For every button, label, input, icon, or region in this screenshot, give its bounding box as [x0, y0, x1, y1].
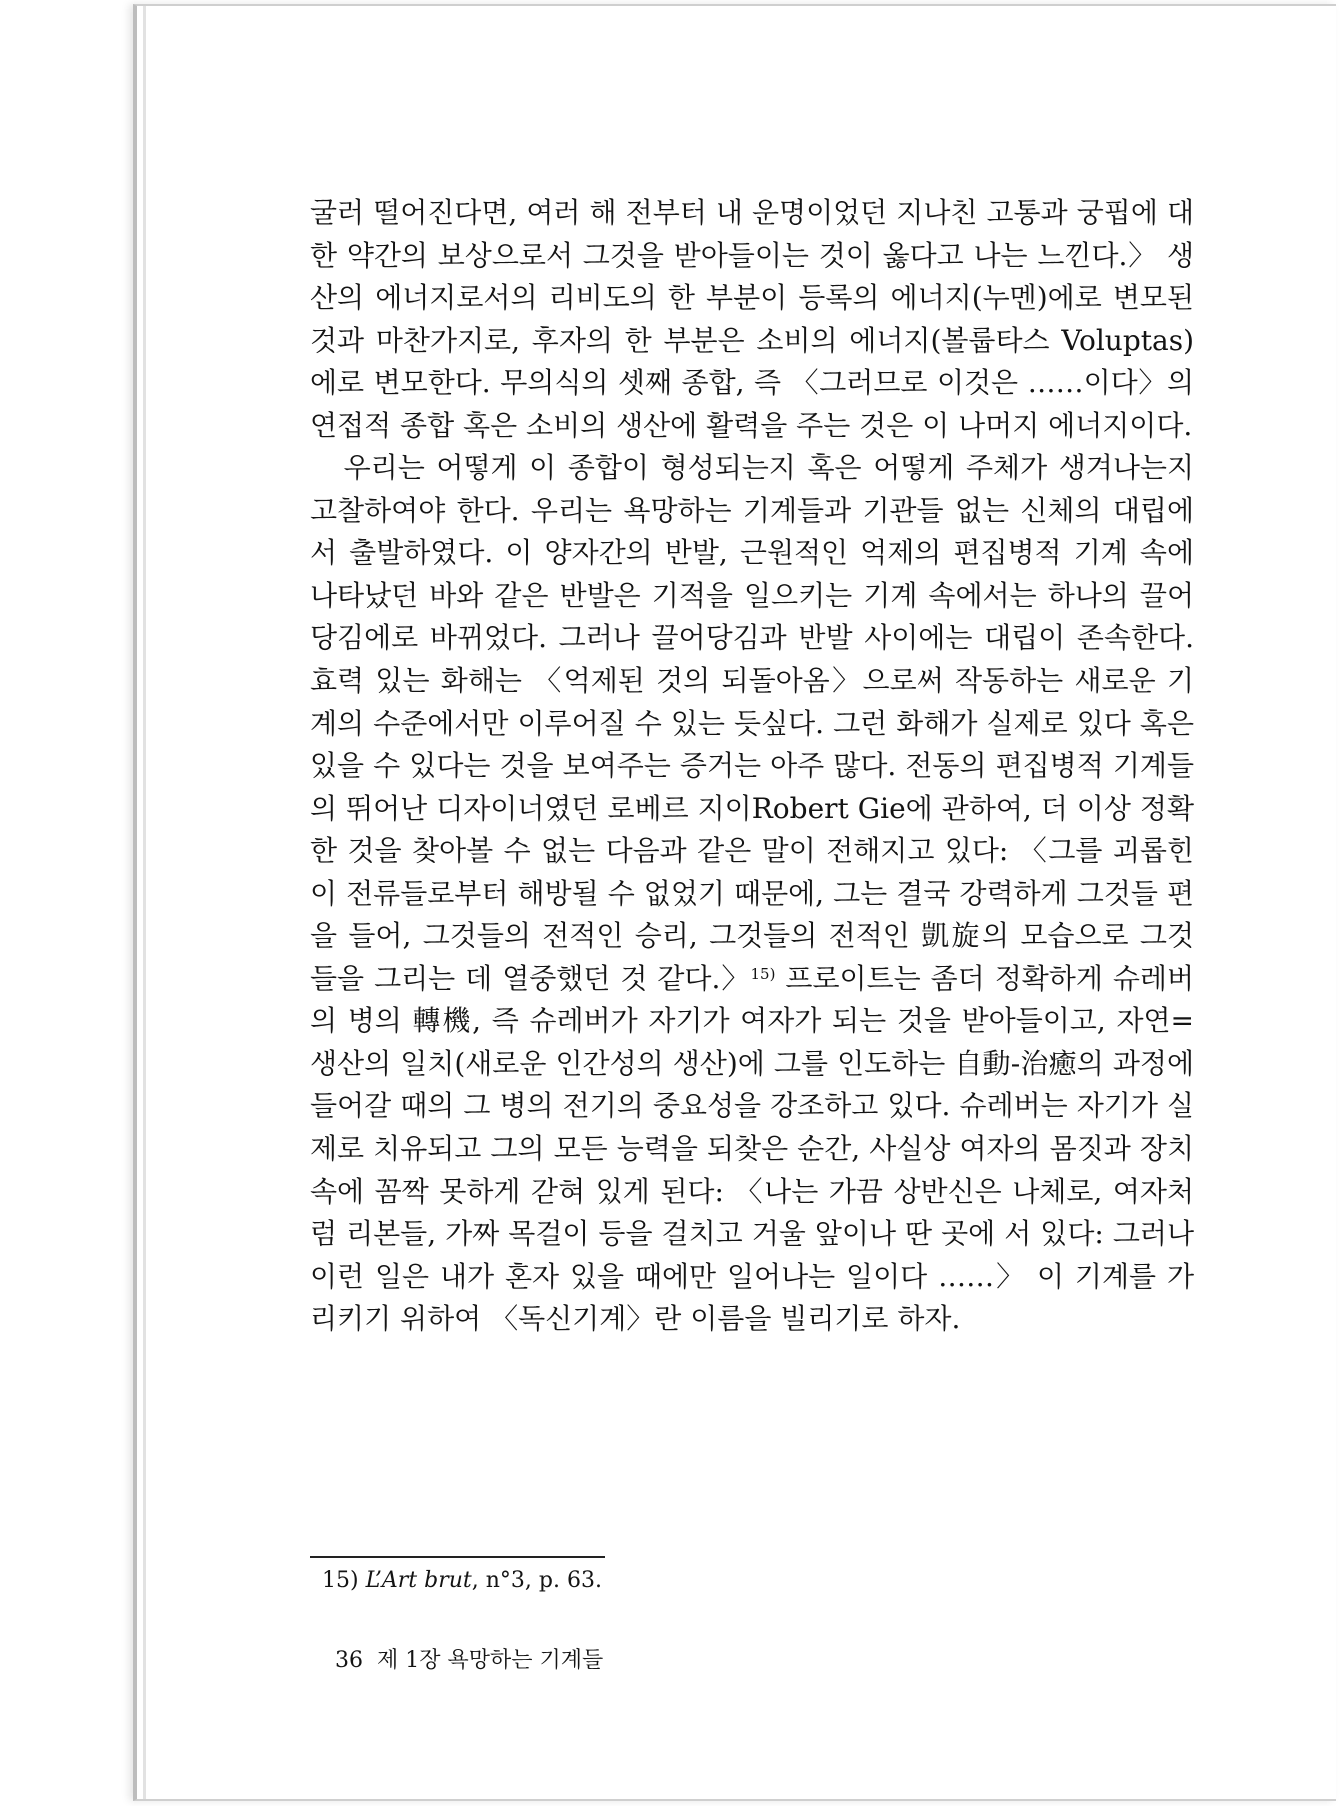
- body-text: [310, 192, 1194, 1341]
- paragraph-text: 프로이트는 좀더 정확하게 슈레버의 병의 轉機, 즉 슈레버가 자기가 여자가 되는 것을 받아들이고, 자연=생산의 일치(새로운 인간성의 생산)에 그를 인도하는 自動-治癒의 과정에 들어갈 때의 그 병의 전기의 중요성을 강조하고 있다. 슈레버는 자기가 실제로 치유되고 그의 모든 능력을 되찾은 순간, 사실상 여자의 몸짓과 장치 속에 꼼짝 못하게 갇혀 있게 된다: 〈나는 가끔 상반신은 나체로, 여자처럼 리본들, 가짜 목걸이 등을 걸치고 거울 앞이나 딴 곳에 서 있다: 그러나 이런 일은 내가 혼자 있을 때에만 일어나는 일이다 ……〉 이 기계를 가리키기 위하여 〈독신기계〉란 이름을 빌리기로 하자.: [310, 961, 1194, 1336]
- footnote-citation: , n°3, p. 63.: [471, 1568, 602, 1593]
- footnote: [322, 1568, 602, 1593]
- page-footer: [335, 1643, 603, 1674]
- footnote-title: L’Art brut: [365, 1568, 472, 1593]
- paragraph: [310, 447, 1194, 1340]
- paragraph-text: 우리는 어떻게 이 종합이 형성되는지 혹은 어떻게 주체가 생겨나는지 고찰하여야 한다. 우리는 욕망하는 기계들과 기관들 없는 신체의 대립에서 출발하였다. 이 양자간의 반발, 근원적인 억제의 편집병적 기계 속에 나타났던 바와 같은 반발은 기적을 일으키는 기계 속에서는 하나의 끌어당김에로 바뀌었다. 그러나 끌어당김과 반발 사이에는 대립이 존속한다. 효력 있는 화해는 〈억제된 것의 되돌아옴〉으로써 작동하는 새로운 기계의 수준에서만 이루어질 수 있는 듯싶다. 그런 화해가 실제로 있다 혹은 있을 수 있다는 것을 보여주는 증거는 아주 많다. 전동의 편집병적 기계들의 뛰어난 디자이너였던 로베르 지이Robert Gie에 관하여, 더 이상 정확한 것을 찾아볼 수 없는 다음과 같은 말이 전해지고 있다: 〈그를 괴롭힌 이 전류들로부터 해방될 수 없었기 때문에, 그는 결국 강력하게 그것들 편을 들어, 그것들의 전적인 승리, 그것들의 전적인 凱旋의 모습으로 그것들을 그리는 데 열중했던 것 같다.〉: [310, 451, 1194, 995]
- page-number: 36: [335, 1648, 363, 1673]
- chapter-title: 제 1장 욕망하는 기계들: [377, 1648, 604, 1673]
- footnote-marker[interactable]: 15): [750, 964, 776, 983]
- paragraph: 굴러 떨어진다면, 여러 해 전부터 내 운명이었던 지나친 고통과 궁핍에 대한 약간의 보상으로서 그것을 받아들이는 것이 옳다고 나는 느낀다.〉 생산의 에너지로서의 리비도의 한 부분이 등록의 에너지(누멘)에로 변모된 것과 마찬가지로, 후자의 한 부분은 소비의 에너지(볼룹타스 Voluptas)에로 변모한다. 무의식의 셋째 종합, 즉 〈그러므로 이것은 ……이다〉의 연접적 종합 혹은 소비의 생산에 활력을 주는 것은 이 나머지 에너지이다.: [310, 196, 1194, 442]
- footnote-divider: [310, 1556, 605, 1558]
- footnote-number: 15): [322, 1568, 359, 1593]
